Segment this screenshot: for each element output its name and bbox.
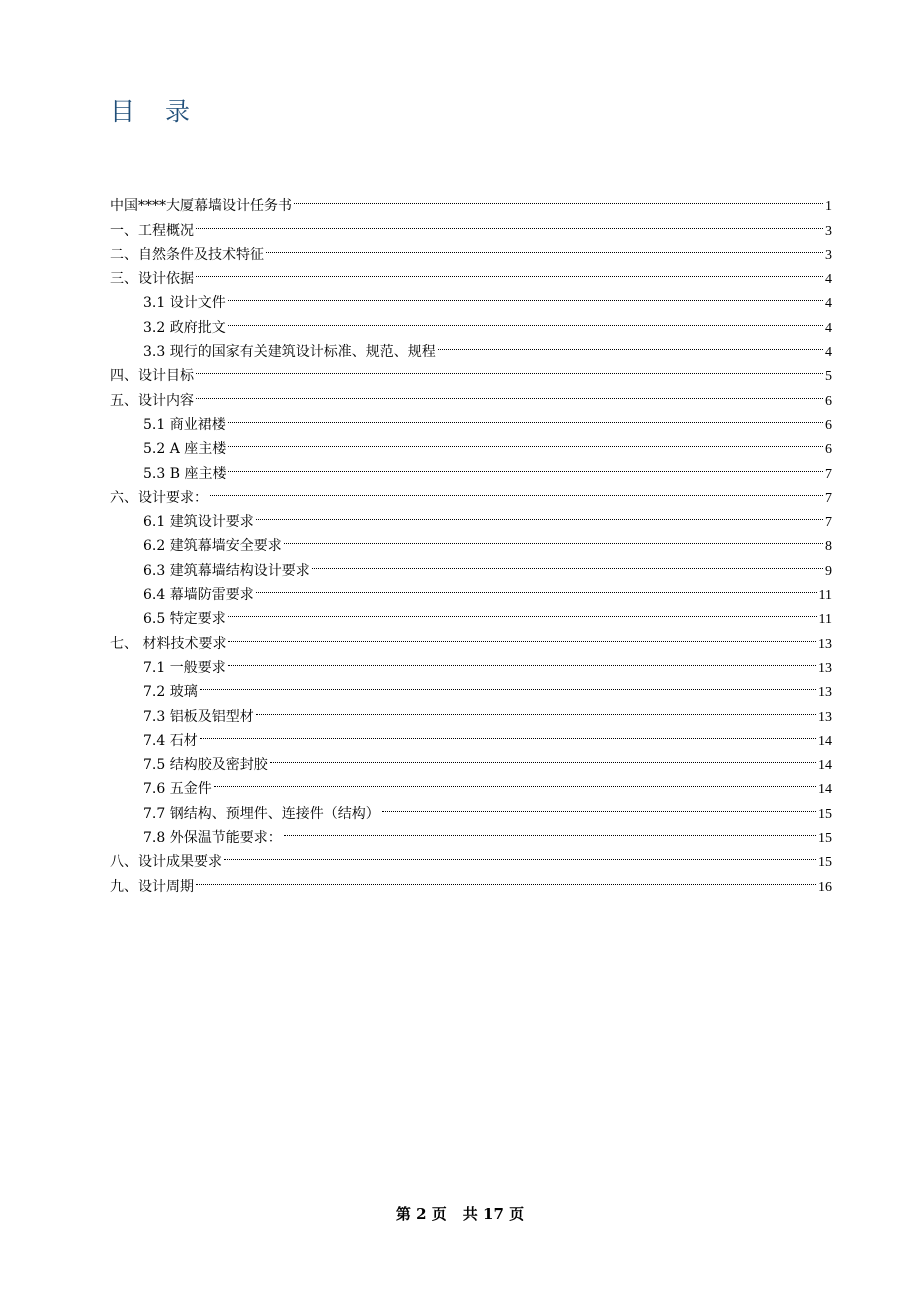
- toc-entry[interactable]: [110, 186, 832, 215]
- toc-dot-leader: [210, 478, 823, 502]
- page-footer: [0, 1203, 920, 1224]
- toc-dot-leader: [228, 307, 823, 331]
- toc-entry-page-number: 16: [818, 879, 832, 895]
- toc-entry[interactable]: [110, 696, 832, 725]
- toc-entry-page-number: 14: [818, 782, 832, 798]
- toc-entry-label: 二、自然条件及技术特征: [110, 246, 264, 263]
- toc-entry-label: 6.4 幕墙防雷要求: [143, 587, 254, 604]
- toc-dot-leader: [196, 259, 823, 283]
- toc-entry-label: 6.2 建筑幕墙安全要求: [143, 538, 282, 555]
- toc-entry[interactable]: [110, 259, 832, 288]
- toc-entry-label: 6.3 建筑幕墙结构设计要求: [143, 562, 310, 579]
- toc-entry-label: 七、 材料技术要求: [110, 635, 227, 652]
- toc-dot-leader: [256, 575, 817, 599]
- toc-dot-leader: [270, 745, 816, 769]
- toc-dot-leader: [196, 356, 823, 380]
- toc-entry[interactable]: [110, 380, 832, 409]
- toc-dot-leader: [266, 235, 823, 259]
- toc-entry-page-number: 5: [825, 369, 832, 385]
- toc-entry-label: 7.6 五金件: [143, 781, 212, 798]
- toc-entry-label: 3.3 现行的国家有关建筑设计标准、规范、规程: [143, 344, 436, 361]
- toc-dot-leader: [256, 502, 823, 526]
- toc-entry-label: 3.2 政府批文: [143, 319, 226, 336]
- toc-dot-leader: [382, 793, 816, 817]
- toc-dot-leader: [228, 648, 816, 672]
- toc-dot-leader: [200, 721, 816, 745]
- toc-entry-label: 7.1 一般要求: [143, 659, 226, 676]
- toc-entry-label: 九、设计周期: [110, 878, 194, 895]
- toc-entry-page-number: 4: [825, 296, 832, 312]
- toc-dot-leader: [228, 599, 817, 623]
- toc-dot-leader: [312, 550, 823, 574]
- toc-dot-leader: [196, 210, 823, 234]
- toc-entry-page-number: 8: [825, 539, 832, 555]
- toc-entry[interactable]: [110, 283, 832, 312]
- toc-dot-leader: [284, 526, 823, 550]
- toc-entry-label: 八、设计成果要求: [110, 854, 222, 871]
- toc-entry-label: 7.3 铝板及铝型材: [143, 708, 254, 725]
- toc-entry[interactable]: [110, 721, 832, 749]
- toc-entry-page-number: 13: [818, 685, 832, 701]
- toc-entry-page-number: 9: [825, 563, 832, 579]
- toc-dot-leader: [224, 842, 816, 866]
- toc-entry-page-number: 14: [818, 758, 832, 774]
- toc-entry-page-number: 3: [825, 223, 832, 239]
- toc-dot-leader: [256, 696, 816, 720]
- toc-entry-label: 6.5 特定要求: [143, 611, 226, 628]
- table-of-contents: [110, 186, 832, 895]
- toc-entry-label: 5.2 A 座主楼: [143, 441, 227, 458]
- toc-entry-label: 三、设计依据: [110, 271, 194, 288]
- toc-entry-label: 中国****大厦幕墙设计任务书: [110, 198, 292, 215]
- toc-dot-leader: [228, 283, 823, 307]
- toc-entry-label: 六、设计要求：: [110, 489, 208, 506]
- toc-dot-leader: [228, 405, 823, 429]
- toc-dot-leader: [196, 380, 823, 404]
- toc-entry-label: 7.2 玻璃: [143, 684, 198, 701]
- toc-entry-page-number: 7: [825, 466, 832, 482]
- toc-entry-page-number: 4: [825, 320, 832, 336]
- toc-entry-page-number: 13: [818, 636, 832, 652]
- toc-entry-page-number: 4: [825, 272, 832, 288]
- toc-entry-label: 5.1 商业裙楼: [143, 416, 226, 433]
- toc-entry-page-number: 13: [818, 660, 832, 676]
- toc-dot-leader: [228, 429, 823, 453]
- toc-dot-leader: [228, 453, 823, 477]
- toc-entry[interactable]: [110, 866, 832, 895]
- toc-entry-label: 7.8 外保温节能要求：: [143, 830, 282, 847]
- toc-entry-page-number: 6: [825, 442, 832, 458]
- toc-entry[interactable]: [110, 502, 832, 531]
- total-pages-label: 共 17 页: [462, 1205, 525, 1223]
- toc-entry-page-number: 7: [825, 515, 832, 531]
- toc-entry-label: 7.4 石材: [143, 732, 198, 749]
- toc-entry[interactable]: [110, 793, 832, 822]
- toc-entry-label: 5.3 B 座主楼: [143, 465, 227, 482]
- toc-entry-page-number: 4: [825, 345, 832, 361]
- toc-dot-leader: [214, 769, 816, 793]
- toc-entry-label: 四、设计目标: [110, 368, 194, 385]
- toc-entry-page-number: 11: [818, 588, 832, 604]
- toc-dot-leader: [294, 186, 823, 210]
- toc-entry-page-number: 3: [825, 247, 832, 263]
- toc-entry-label: 五、设计内容: [110, 392, 194, 409]
- toc-entry-label: 7.7 钢结构、预埋件、连接件（结构）: [143, 805, 380, 822]
- toc-entry-page-number: 11: [818, 612, 832, 628]
- toc-dot-leader: [438, 332, 823, 356]
- toc-entry-label: 6.1 建筑设计要求: [143, 514, 254, 531]
- toc-dot-leader: [200, 672, 816, 696]
- toc-entry[interactable]: [110, 478, 832, 506]
- toc-entry-page-number: 6: [825, 417, 832, 433]
- page-title: 目 录: [110, 97, 201, 126]
- toc-entry-label: 一、工程概况: [110, 222, 194, 239]
- toc-entry[interactable]: [110, 405, 832, 433]
- toc-entry-label: 7.5 结构胶及密封胶: [143, 757, 268, 774]
- toc-entry[interactable]: [110, 235, 832, 263]
- toc-entry-label: 3.1 设计文件: [143, 295, 226, 312]
- toc-entry-page-number: 1: [825, 199, 832, 215]
- current-page-label: 第 2 页: [395, 1205, 447, 1223]
- toc-entry-page-number: 13: [818, 709, 832, 725]
- toc-dot-leader: [228, 623, 816, 647]
- toc-entry-page-number: 6: [825, 393, 832, 409]
- toc-entry[interactable]: [110, 672, 832, 701]
- toc-dot-leader: [196, 866, 816, 890]
- toc-entry-page-number: 14: [818, 733, 832, 749]
- toc-entry[interactable]: [110, 356, 832, 385]
- toc-entry-page-number: 15: [818, 831, 832, 847]
- toc-entry[interactable]: [110, 769, 832, 798]
- toc-entry-page-number: 7: [825, 490, 832, 506]
- toc-entry-page-number: 15: [818, 855, 832, 871]
- toc-entry[interactable]: [110, 210, 832, 239]
- toc-dot-leader: [284, 818, 816, 842]
- toc-entry[interactable]: [110, 745, 832, 774]
- toc-entry-page-number: 15: [818, 806, 832, 822]
